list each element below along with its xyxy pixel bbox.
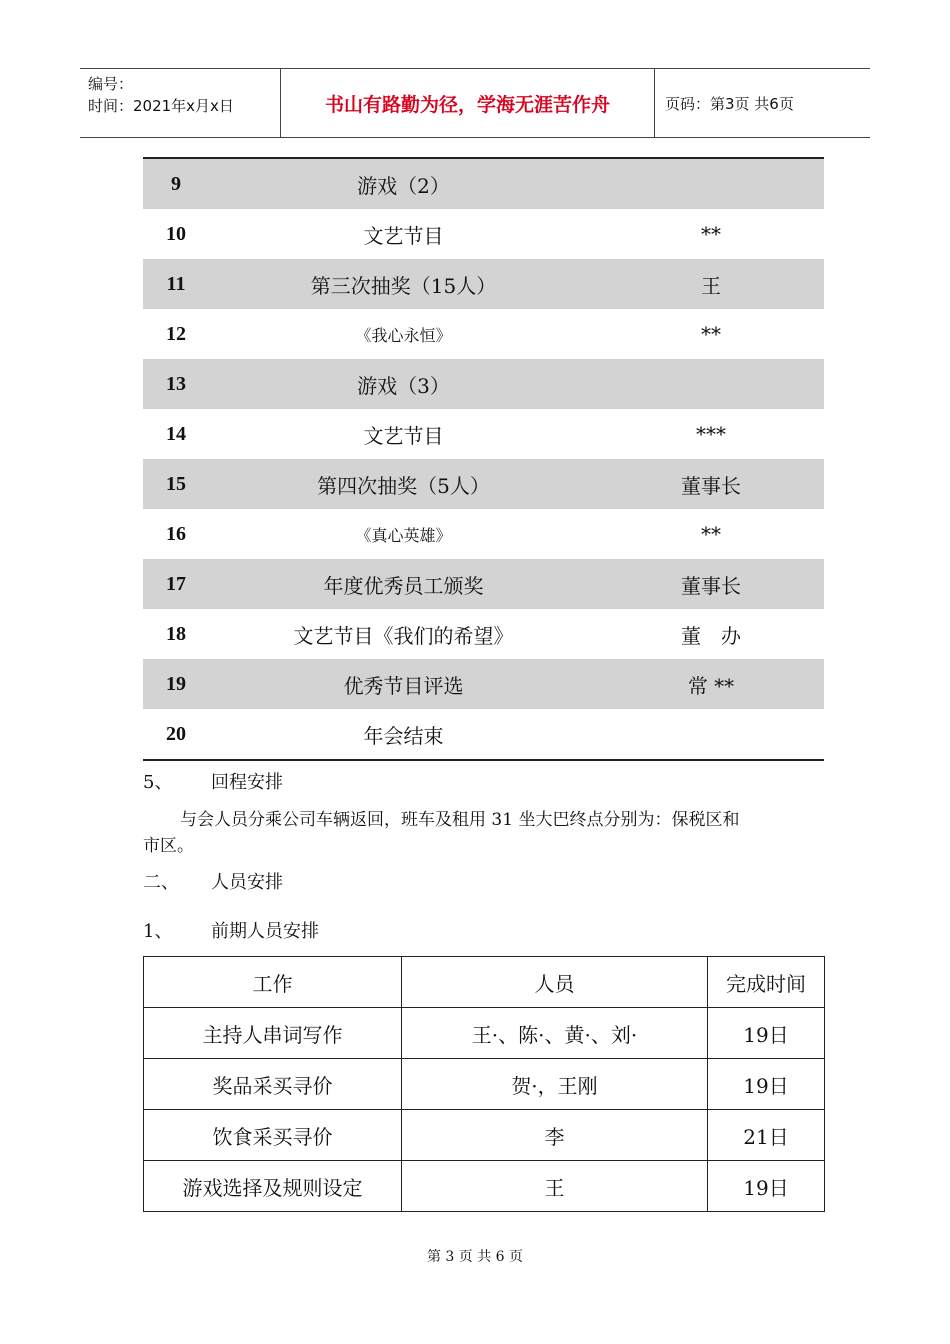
table-cell: 饮食采买寻价 [144, 1110, 402, 1161]
table-cell: 奖品采买寻价 [144, 1059, 402, 1110]
program-num: 14 [166, 422, 186, 445]
table-row [144, 1059, 825, 1110]
table-cell: 19日 [708, 1008, 825, 1059]
program-person: 王 [701, 273, 721, 298]
program-item: 游戏（3） [357, 373, 450, 398]
program-table [143, 157, 824, 761]
section-heading [143, 868, 283, 898]
program-person: 董事长 [681, 573, 741, 598]
program-item: 第三次抽奖（15人） [310, 273, 497, 298]
program-item: 文艺节目《我们的希望》 [293, 623, 514, 648]
program-person: ** [701, 522, 721, 546]
program-item: 年度优秀员工颁奖 [323, 573, 484, 598]
table-cell: 主持人串词写作 [144, 1008, 402, 1059]
program-row [143, 659, 824, 709]
program-person: *** [696, 422, 726, 446]
table-row [144, 1161, 825, 1212]
program-num: 12 [166, 322, 186, 345]
table-row [144, 1008, 825, 1059]
number-label: 编号： [88, 75, 134, 93]
table-cell: 游戏选择及规则设定 [144, 1161, 402, 1212]
program-num: 16 [166, 522, 186, 545]
table-row [144, 1110, 825, 1161]
program-person: 常 ** [687, 673, 735, 698]
time-label: 时间：2021年x月x日 [88, 97, 234, 115]
table-cell: 21日 [708, 1110, 825, 1161]
staff-table [143, 956, 825, 1212]
section-heading [143, 768, 283, 798]
program-row [143, 209, 824, 259]
section-number: 5、 [143, 772, 173, 793]
program-row [143, 509, 824, 559]
program-num: 15 [166, 472, 186, 495]
table-cell: 贺·，王刚 [402, 1059, 708, 1110]
table-cell: 19日 [708, 1059, 825, 1110]
program-item: 年会结束 [363, 723, 444, 748]
table-cell: 王·、陈·、黄·、刘· [402, 1008, 708, 1059]
program-num: 9 [171, 172, 181, 195]
program-num: 10 [166, 222, 186, 245]
program-row [143, 459, 824, 509]
section-title: 前期人员安排 [211, 921, 319, 942]
column-header: 工作 [144, 957, 402, 1008]
program-item: 《我心永恒》 [355, 325, 452, 345]
program-item: 优秀节目评选 [343, 673, 464, 698]
program-item: 第四次抽奖（5人） [317, 473, 490, 498]
program-row [143, 309, 824, 359]
table-header-row [144, 957, 825, 1008]
program-num: 17 [166, 572, 186, 595]
program-num: 13 [166, 372, 186, 395]
page-header [80, 68, 870, 138]
program-item: 文艺节目 [363, 223, 444, 248]
program-person: 董事长 [681, 473, 741, 498]
page-footer: 第 3 页 共 6 页 [426, 1249, 524, 1265]
program-row [143, 409, 824, 459]
program-item: 《真心英雄》 [355, 525, 452, 545]
program-row [143, 559, 824, 609]
program-num: 19 [166, 672, 186, 695]
program-num: 18 [166, 622, 186, 645]
program-num: 11 [166, 272, 186, 295]
header-page-label: 页码：第3页 共6页 [665, 94, 794, 113]
program-person: ** [701, 322, 721, 346]
program-row [143, 159, 824, 209]
program-item: 游戏（2） [357, 173, 450, 198]
program-row [143, 609, 824, 659]
table-cell: 李 [402, 1110, 708, 1161]
program-row [143, 359, 824, 409]
program-row [143, 709, 824, 759]
section-number: 1、 [143, 921, 173, 942]
column-header: 完成时间 [708, 957, 825, 1008]
paragraph-line: 与会人员分乘公司车辆返回，班车及租用 31 坐大巴终点分别为：保税区和 [180, 810, 740, 830]
paragraph-line: 市区。 [143, 836, 194, 856]
table-cell: 19日 [708, 1161, 825, 1212]
program-num: 20 [166, 722, 186, 745]
program-person: 董 办 [681, 623, 741, 648]
section-number: 二、 [143, 872, 179, 893]
header-meta [80, 69, 281, 137]
section-title: 回程安排 [211, 772, 283, 793]
column-header: 人员 [402, 957, 708, 1008]
table-cell: 王 [402, 1161, 708, 1212]
program-item: 文艺节目 [363, 423, 444, 448]
program-person: ** [701, 222, 721, 246]
section-heading [143, 917, 319, 947]
program-row [143, 259, 824, 309]
section-title: 人员安排 [211, 872, 283, 893]
header-motto: 书山有路勤为径，学海无涯苦作舟 [281, 69, 655, 137]
